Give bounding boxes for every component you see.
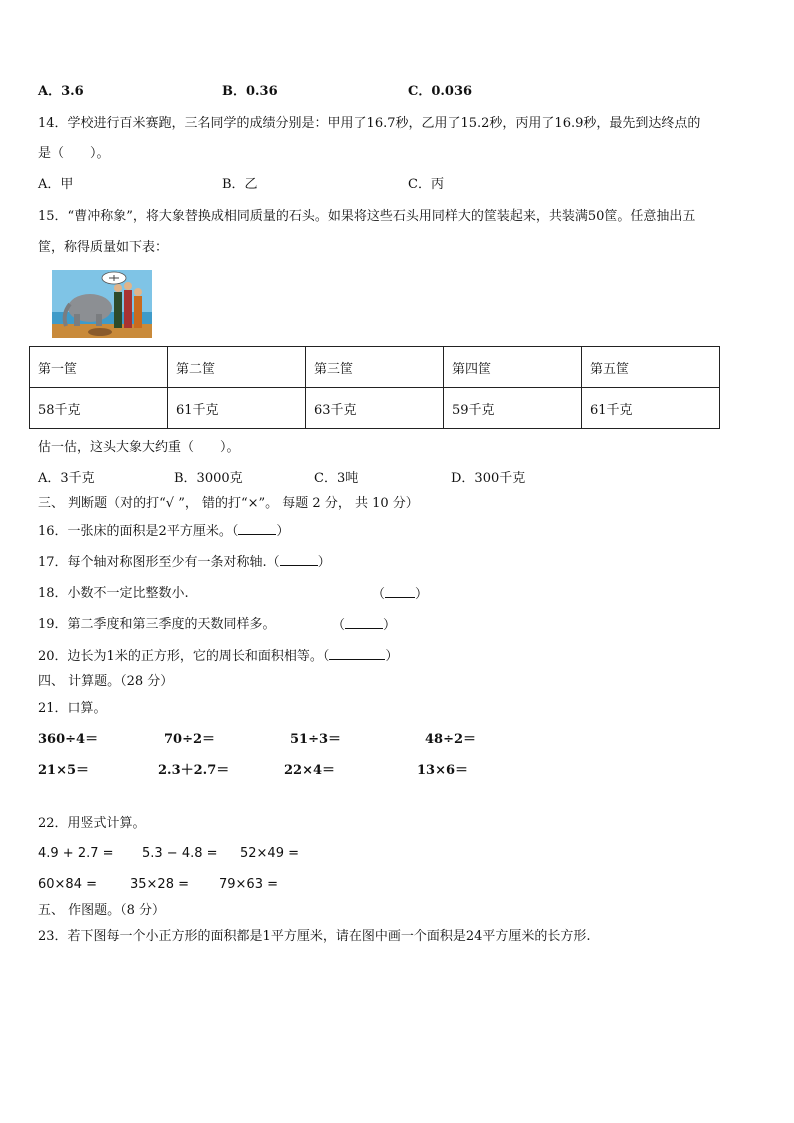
q19-text: 19．第二季度和第三季度的天数同样多。	[38, 617, 276, 632]
q13-option-a: A．3.6	[38, 84, 84, 99]
q18-answer-blank[interactable]	[385, 585, 415, 598]
table-cell: 63千克	[306, 388, 444, 429]
table-header-cell: 第五筐	[582, 347, 720, 388]
table-header-row	[30, 347, 720, 388]
q21-title: 21．口算。	[38, 701, 107, 716]
q13-option-b: B．0.36	[222, 84, 278, 99]
q16-answer-blank[interactable]	[238, 522, 276, 535]
table-header-cell: 第四筐	[444, 347, 582, 388]
q15-question: 估一估，这头大象大约重（ ）。	[38, 440, 240, 455]
q14-option-b: B．乙	[222, 177, 258, 192]
section4-heading: 四、 计算题。（28 分）	[38, 674, 174, 689]
q18-text: 18．小数不一定比整数小.	[38, 586, 189, 601]
q17-close: ）	[317, 555, 331, 570]
table-cell: 61千克	[168, 388, 306, 429]
q18-open: （	[372, 587, 386, 602]
table-header-cell: 第一筐	[30, 347, 168, 388]
q15-line1: 15．“曹冲称象”，将大象替换成相同质量的石头。如果将这些石头用同样大的筐装起来，共装满50筐。任意抽出五	[38, 209, 696, 224]
q21-item: 2.3＋2.7＝	[158, 763, 230, 778]
elephant-picture	[52, 270, 152, 338]
q18-close: ）	[415, 587, 429, 602]
q13-option-c: C．0.036	[408, 84, 473, 99]
q22-item: 60×84 =	[38, 877, 98, 892]
q19-close: ）	[383, 618, 397, 633]
q16	[38, 522, 289, 541]
q17-text: 17．每个轴对称图形至少有一条对称轴.（	[38, 555, 280, 570]
q21-item: 21×5＝	[38, 763, 90, 778]
q21-item: 22×4＝	[284, 763, 336, 778]
table-header-cell: 第二筐	[168, 347, 306, 388]
q14-option-a: A．甲	[38, 177, 74, 192]
table-cell: 61千克	[582, 388, 720, 429]
q22-item: 79×63 =	[219, 877, 279, 892]
table-row	[30, 388, 720, 429]
q21-item: 360÷4＝	[38, 732, 99, 747]
q20-close: ）	[385, 649, 399, 664]
q19-answer-blank[interactable]	[345, 616, 383, 629]
q18-bracket	[372, 585, 428, 604]
q17-answer-blank[interactable]	[280, 553, 318, 566]
q15-option-a: A．3千克	[38, 471, 95, 486]
table-cell: 59千克	[444, 388, 582, 429]
section5-heading: 五、 作图题。（8 分）	[38, 903, 166, 918]
q21-item: 13×6＝	[417, 763, 469, 778]
q21-item: 48÷2＝	[425, 732, 477, 747]
q22-item: 5.3 − 4.8 =	[142, 846, 218, 861]
q16-text: 16．一张床的面积是2平方厘米。（	[38, 524, 239, 539]
q22-item: 4.9 + 2.7 =	[38, 846, 114, 861]
q16-close: ）	[276, 524, 290, 539]
q15-line2: 筐，称得质量如下表：	[38, 240, 169, 255]
table-cell: 58千克	[30, 388, 168, 429]
elephant-illustration	[52, 270, 152, 338]
q14-option-c: C．丙	[408, 177, 444, 192]
q20-answer-blank[interactable]	[329, 647, 385, 660]
q20-text: 20．边长为1米的正方形，它的周长和面积相等。（	[38, 649, 330, 664]
q19-open: （	[332, 618, 346, 633]
q22-title: 22．用竖式计算。	[38, 816, 146, 831]
basket-mass-table	[29, 346, 720, 429]
q21-item: 51÷3＝	[290, 732, 342, 747]
q17	[38, 553, 331, 572]
q20	[38, 647, 398, 666]
q15-option-b: B．3000克	[174, 471, 243, 486]
q14-line1: 14．学校进行百米赛跑，三名同学的成绩分别是：甲用了16.7秒，乙用了15.2秒，丙用了16.9秒，最先到达终点的	[38, 116, 701, 131]
q14-line2: 是（ ）。	[38, 146, 110, 161]
q23-text: 23．若下图每一个小正方形的面积都是1平方厘米，请在图中画一个面积是24平方厘米的长方形.	[38, 929, 591, 944]
q22-item: 52×49 =	[240, 846, 300, 861]
section3-heading: 三、 判断题（对的打“√ ”， 错的打“×”。 每题 2 分， 共 10 分）	[38, 496, 419, 511]
q19-bracket	[332, 616, 396, 635]
q22-item: 35×28 =	[130, 877, 190, 892]
table-header-cell: 第三筐	[306, 347, 444, 388]
q21-item: 70÷2＝	[164, 732, 216, 747]
q15-option-d: D．300千克	[451, 471, 526, 486]
q15-option-c: C．3吨	[314, 471, 359, 486]
